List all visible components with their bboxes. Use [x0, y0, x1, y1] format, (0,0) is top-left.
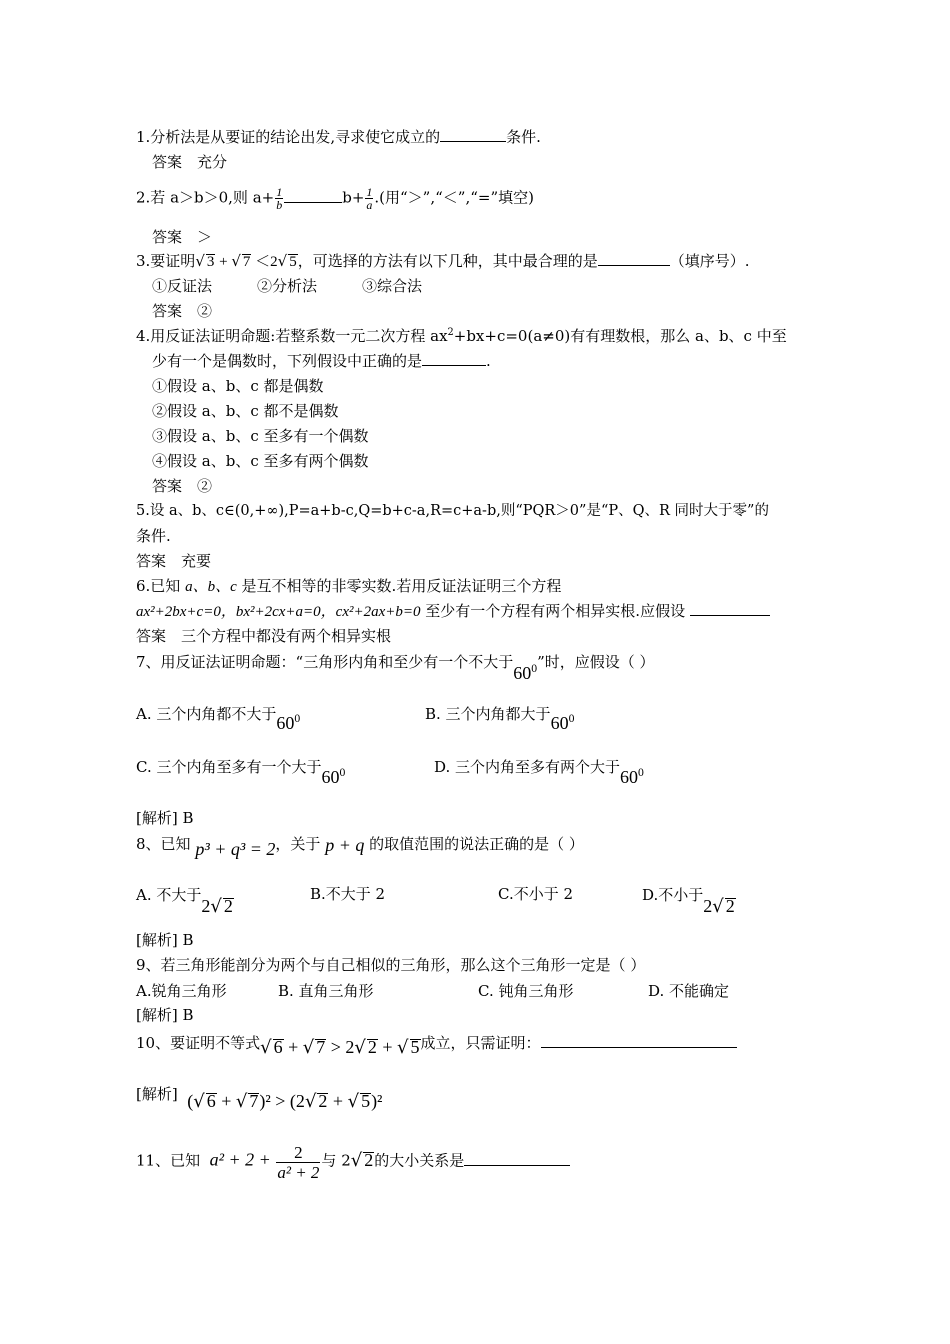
q4-option-1: ①假设 a、b、c 都是偶数: [152, 377, 324, 395]
q9-question: 9、若三角形能剖分为两个与自己相似的三角形，那么这个三角形一定是（ ）: [136, 956, 646, 974]
q3-question: 3.要证明√ 3 + √ 7 ＜2√ 5，可选择的方法有以下几种，其中最合理的是 （填序号）.: [136, 252, 750, 270]
fraction: $\frac{2}{\text{a² + 2}}$: [277, 1143, 320, 1182]
q5-question-line1: 5.设 a、b、c∈(0,+∞),P=a+b-c,Q=b+c-a,R=c+a-b,则“PQR＞0”是“P、Q、R 同时大于零”的: [136, 503, 769, 519]
q6-question-line2: ax²+2bx+c=0，bx²+2cx+a=0，cx²+2ax+b=0 至少有一个方程有两个相异实根.应假设: [136, 601, 770, 622]
answer-blank[interactable]: [541, 1033, 737, 1048]
q8-question: 8、已知 p³ + q³ = 2，关于 p + q 的取值范围的说法正确的是（ ）: [136, 835, 584, 859]
answer-blank[interactable]: [598, 251, 670, 266]
q2-question: 2.若 a＞b＞0,则 a+ $\frac{1}{b}$ b+ $\frac{1}{a}$ .(用“＞”,“＜”,“=”填空): [136, 185, 534, 212]
q4-option-2: ②假设 a、b、c 都不是偶数: [152, 402, 339, 420]
q2-answer: 答案 ＞: [152, 228, 213, 246]
fraction: $\frac{1}{b}$: [276, 185, 283, 212]
q7-option-d[interactable]: D. 三个内角至多有两个大于$60^0$: [434, 758, 644, 787]
q7-option-a[interactable]: A. 三个内角都不大于$60^0$: [136, 705, 301, 733]
q1-question: 1.分析法是从要证的结论出发,寻求使它成立的 条件.: [136, 128, 541, 146]
q4-option-4: ④假设 a、b、c 至多有两个偶数: [152, 452, 369, 470]
q8-option-c[interactable]: C.不小于 2: [498, 885, 574, 903]
q9-option-a[interactable]: A.锐角三角形: [136, 982, 227, 1000]
q4-answer: 答案 ②: [152, 477, 213, 495]
q6-question-line1: 6.已知 a、b、c 是互不相等的非零实数.若用反证法证明三个方程: [136, 577, 562, 595]
q4-question-line2: 少有一个是偶数时，下列假设中正确的是 .: [152, 352, 491, 370]
q7-option-c[interactable]: C. 三个内角至多有一个大于$60^0$: [136, 758, 346, 787]
q8-option-b[interactable]: B.不大于 2: [310, 885, 386, 903]
q1-answer: 答案 充分: [152, 153, 228, 171]
answer-blank[interactable]: [440, 127, 506, 142]
answer-blank[interactable]: [464, 1151, 570, 1166]
answer-blank[interactable]: [690, 601, 770, 616]
q9-option-b[interactable]: B. 直角三角形: [278, 982, 374, 1000]
q7-option-b[interactable]: B. 三个内角都大于$60^0$: [425, 705, 575, 733]
q4-option-3: ③假设 a、b、c 至多有一个偶数: [152, 427, 369, 445]
answer-blank[interactable]: [284, 188, 342, 203]
q10-question: 10、要证明不等式√ 6 + √ 7 > 2√ 2 + √ 5成立，只需证明：: [136, 1032, 737, 1053]
q10-answer: [解析] (√ 6 + √ 7)² > (2√ 2 + √ 5)²: [136, 1085, 383, 1112]
q5-question-line2: 条件.: [136, 527, 171, 545]
q5-answer: 答案 充要: [136, 552, 212, 570]
q9-answer: [解析] B: [136, 1006, 194, 1024]
q9-option-d[interactable]: D. 不能确定: [648, 982, 730, 1000]
q4-question-line1: 4.用反证法证明命题:若整系数一元二次方程 $ax^2+bx+c=0(a\ne 0)$有有理数根，那么 a、b、c 中至: [136, 327, 787, 345]
q3-answer: 答案 ②: [152, 302, 213, 320]
q3-options: ①反证法 ②分析法 ③综合法: [152, 277, 423, 295]
q11-question: 11、已知 a² + 2 + $\frac{2}{\text{a² + 2}}$ 与 2√ 2的大小关系是: [136, 1142, 570, 1181]
q8-answer: [解析] B: [136, 931, 194, 949]
q9-option-c[interactable]: C. 钝角三角形: [478, 982, 574, 1000]
answer-blank[interactable]: [422, 351, 486, 366]
q7-question: 7、用反证法证明命题：“三角形内角和至少有一个不大于$60^0$”时，应假设（ ）: [136, 653, 655, 683]
q8-option-a[interactable]: A. 不大于2√ 2: [136, 886, 233, 917]
q8-option-d[interactable]: D.不小于2√ 2: [642, 886, 735, 917]
q6-answer: 答案 三个方程中都没有两个相异实根: [136, 627, 392, 645]
fraction: $\frac{1}{a}$: [366, 185, 373, 212]
q7-answer: [解析] B: [136, 809, 194, 827]
